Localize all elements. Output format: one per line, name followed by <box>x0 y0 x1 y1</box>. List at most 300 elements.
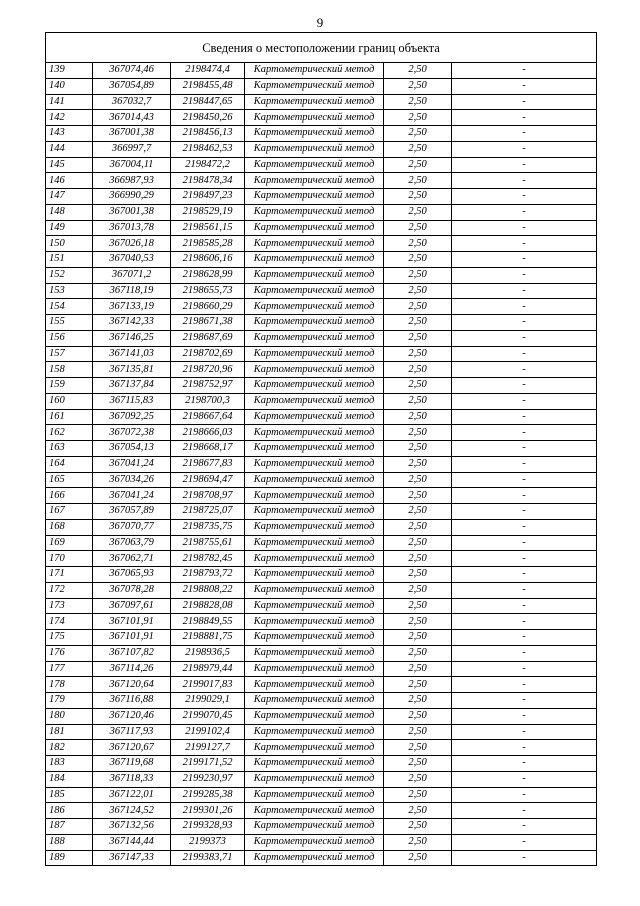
point-number-cell: 189 <box>46 850 93 866</box>
y-coordinate-cell: 2198702,69 <box>171 346 245 362</box>
page-number: 9 <box>316 15 324 30</box>
y-coordinate-cell: 2198700,3 <box>171 393 245 409</box>
point-number-cell: 144 <box>46 141 93 157</box>
description-cell: - <box>452 693 597 709</box>
x-coordinate-cell: 367004,11 <box>93 157 171 173</box>
y-coordinate-cell: 2198694,47 <box>171 472 245 488</box>
x-coordinate-cell: 367142,33 <box>93 315 171 331</box>
table-row <box>46 661 597 677</box>
method-cell: Картометрический метод <box>245 771 384 787</box>
method-cell: Картометрический метод <box>245 724 384 740</box>
description-cell: - <box>452 141 597 157</box>
accuracy-cell: 2,50 <box>384 441 452 457</box>
accuracy-cell: 2,50 <box>384 236 452 252</box>
point-number-cell: 146 <box>46 173 93 189</box>
point-number-cell: 171 <box>46 567 93 583</box>
method-cell: Картометрический метод <box>245 330 384 346</box>
accuracy-cell: 2,50 <box>384 535 452 551</box>
y-coordinate-cell: 2199383,71 <box>171 850 245 866</box>
y-coordinate-cell: 2199171,52 <box>171 756 245 772</box>
y-coordinate-cell: 2198447,65 <box>171 94 245 110</box>
accuracy-cell: 2,50 <box>384 283 452 299</box>
y-coordinate-cell: 2198881,75 <box>171 630 245 646</box>
point-number-cell: 161 <box>46 409 93 425</box>
x-coordinate-cell: 367070,77 <box>93 519 171 535</box>
table-title-row <box>46 33 597 63</box>
y-coordinate-cell: 2198472,2 <box>171 157 245 173</box>
y-coordinate-cell: 2199230,97 <box>171 771 245 787</box>
table-row <box>46 362 597 378</box>
table-row <box>46 551 597 567</box>
table-row <box>46 598 597 614</box>
table-row <box>46 252 597 268</box>
accuracy-cell: 2,50 <box>384 850 452 866</box>
y-coordinate-cell: 2199017,83 <box>171 677 245 693</box>
point-number-cell: 186 <box>46 803 93 819</box>
method-cell: Картометрический метод <box>245 393 384 409</box>
accuracy-cell: 2,50 <box>384 189 452 205</box>
x-coordinate-cell: 367054,13 <box>93 441 171 457</box>
accuracy-cell: 2,50 <box>384 315 452 331</box>
x-coordinate-cell: 367135,81 <box>93 362 171 378</box>
y-coordinate-cell: 2198666,03 <box>171 425 245 441</box>
accuracy-cell: 2,50 <box>384 346 452 362</box>
table-row <box>46 110 597 126</box>
point-number-cell: 169 <box>46 535 93 551</box>
point-number-cell: 147 <box>46 189 93 205</box>
x-coordinate-cell: 367041,24 <box>93 456 171 472</box>
y-coordinate-cell: 2198808,22 <box>171 582 245 598</box>
table-row <box>46 708 597 724</box>
boundary-table <box>45 32 597 866</box>
x-coordinate-cell: 367014,43 <box>93 110 171 126</box>
method-cell: Картометрический метод <box>245 189 384 205</box>
table-row <box>46 850 597 866</box>
accuracy-cell: 2,50 <box>384 677 452 693</box>
point-number-cell: 166 <box>46 488 93 504</box>
accuracy-cell: 2,50 <box>384 126 452 142</box>
y-coordinate-cell: 2198606,16 <box>171 252 245 268</box>
accuracy-cell: 2,50 <box>384 110 452 126</box>
x-coordinate-cell: 367040,53 <box>93 252 171 268</box>
description-cell: - <box>452 252 597 268</box>
x-coordinate-cell: 367107,82 <box>93 645 171 661</box>
y-coordinate-cell: 2198660,29 <box>171 299 245 315</box>
description-cell: - <box>452 393 597 409</box>
x-coordinate-cell: 367013,78 <box>93 220 171 236</box>
description-cell: - <box>452 94 597 110</box>
point-number-cell: 178 <box>46 677 93 693</box>
x-coordinate-cell: 367120,67 <box>93 740 171 756</box>
method-cell: Картометрический метод <box>245 456 384 472</box>
method-cell: Картометрический метод <box>245 598 384 614</box>
point-number-cell: 149 <box>46 220 93 236</box>
table-row <box>46 283 597 299</box>
y-coordinate-cell: 2198677,83 <box>171 456 245 472</box>
y-coordinate-cell: 2198497,23 <box>171 189 245 205</box>
point-number-cell: 165 <box>46 472 93 488</box>
x-coordinate-cell: 367072,38 <box>93 425 171 441</box>
table-row <box>46 126 597 142</box>
table-row <box>46 456 597 472</box>
point-number-cell: 158 <box>46 362 93 378</box>
accuracy-cell: 2,50 <box>384 645 452 661</box>
x-coordinate-cell: 367071,2 <box>93 267 171 283</box>
point-number-cell: 142 <box>46 110 93 126</box>
y-coordinate-cell: 2198450,26 <box>171 110 245 126</box>
accuracy-cell: 2,50 <box>384 157 452 173</box>
description-cell: - <box>452 267 597 283</box>
description-cell: - <box>452 630 597 646</box>
x-coordinate-cell: 367097,61 <box>93 598 171 614</box>
y-coordinate-cell: 2198585,28 <box>171 236 245 252</box>
y-coordinate-cell: 2198455,48 <box>171 78 245 94</box>
method-cell: Картометрический метод <box>245 425 384 441</box>
description-cell: - <box>452 78 597 94</box>
y-coordinate-cell: 2198735,75 <box>171 519 245 535</box>
table-row <box>46 173 597 189</box>
accuracy-cell: 2,50 <box>384 614 452 630</box>
y-coordinate-cell: 2198655,73 <box>171 283 245 299</box>
y-coordinate-cell: 2198628,99 <box>171 267 245 283</box>
x-coordinate-cell: 366987,93 <box>93 173 171 189</box>
point-number-cell: 139 <box>46 63 93 79</box>
y-coordinate-cell: 2199285,38 <box>171 787 245 803</box>
table-row <box>46 693 597 709</box>
description-cell: - <box>452 456 597 472</box>
point-number-cell: 152 <box>46 267 93 283</box>
description-cell: - <box>452 409 597 425</box>
method-cell: Картометрический метод <box>245 630 384 646</box>
y-coordinate-cell: 2198708,97 <box>171 488 245 504</box>
method-cell: Картометрический метод <box>245 141 384 157</box>
description-cell: - <box>452 582 597 598</box>
accuracy-cell: 2,50 <box>384 173 452 189</box>
table-row <box>46 488 597 504</box>
description-cell: - <box>452 740 597 756</box>
method-cell: Картометрический метод <box>245 252 384 268</box>
point-number-cell: 188 <box>46 834 93 850</box>
x-coordinate-cell: 367141,03 <box>93 346 171 362</box>
point-number-cell: 145 <box>46 157 93 173</box>
table-row <box>46 315 597 331</box>
method-cell: Картометрический метод <box>245 267 384 283</box>
description-cell: - <box>452 362 597 378</box>
x-coordinate-cell: 367074,46 <box>93 63 171 79</box>
accuracy-cell: 2,50 <box>384 504 452 520</box>
point-number-cell: 173 <box>46 598 93 614</box>
table-row <box>46 504 597 520</box>
point-number-cell: 150 <box>46 236 93 252</box>
method-cell: Картометрический метод <box>245 220 384 236</box>
method-cell: Картометрический метод <box>245 535 384 551</box>
description-cell: - <box>452 819 597 835</box>
table-row <box>46 78 597 94</box>
accuracy-cell: 2,50 <box>384 724 452 740</box>
table-row <box>46 330 597 346</box>
method-cell: Картометрический метод <box>245 677 384 693</box>
method-cell: Картометрический метод <box>245 110 384 126</box>
description-cell: - <box>452 204 597 220</box>
method-cell: Картометрический метод <box>245 787 384 803</box>
x-coordinate-cell: 367116,88 <box>93 693 171 709</box>
point-number-cell: 170 <box>46 551 93 567</box>
description-cell: - <box>452 63 597 79</box>
method-cell: Картометрический метод <box>245 126 384 142</box>
point-number-cell: 140 <box>46 78 93 94</box>
description-cell: - <box>452 346 597 362</box>
method-cell: Картометрический метод <box>245 740 384 756</box>
description-cell: - <box>452 756 597 772</box>
description-cell: - <box>452 598 597 614</box>
accuracy-cell: 2,50 <box>384 378 452 394</box>
description-cell: - <box>452 645 597 661</box>
y-coordinate-cell: 2198725,07 <box>171 504 245 520</box>
x-coordinate-cell: 367124,52 <box>93 803 171 819</box>
description-cell: - <box>452 173 597 189</box>
description-cell: - <box>452 567 597 583</box>
point-number-cell: 167 <box>46 504 93 520</box>
method-cell: Картометрический метод <box>245 63 384 79</box>
table-row <box>46 267 597 283</box>
point-number-cell: 157 <box>46 346 93 362</box>
table-row <box>46 157 597 173</box>
method-cell: Картометрический метод <box>245 519 384 535</box>
accuracy-cell: 2,50 <box>384 456 452 472</box>
x-coordinate-cell: 367117,93 <box>93 724 171 740</box>
method-cell: Картометрический метод <box>245 850 384 866</box>
description-cell: - <box>452 488 597 504</box>
point-number-cell: 183 <box>46 756 93 772</box>
accuracy-cell: 2,50 <box>384 819 452 835</box>
point-number-cell: 172 <box>46 582 93 598</box>
description-cell: - <box>452 378 597 394</box>
point-number-cell: 156 <box>46 330 93 346</box>
point-number-cell: 176 <box>46 645 93 661</box>
x-coordinate-cell: 367041,24 <box>93 488 171 504</box>
point-number-cell: 180 <box>46 708 93 724</box>
table-row <box>46 645 597 661</box>
y-coordinate-cell: 2198936,5 <box>171 645 245 661</box>
method-cell: Картометрический метод <box>245 645 384 661</box>
accuracy-cell: 2,50 <box>384 693 452 709</box>
table-row <box>46 189 597 205</box>
x-coordinate-cell: 367122,01 <box>93 787 171 803</box>
method-cell: Картометрический метод <box>245 173 384 189</box>
table-row <box>46 425 597 441</box>
x-coordinate-cell: 367132,56 <box>93 819 171 835</box>
description-cell: - <box>452 661 597 677</box>
description-cell: - <box>452 771 597 787</box>
y-coordinate-cell: 2198456,13 <box>171 126 245 142</box>
x-coordinate-cell: 367119,68 <box>93 756 171 772</box>
point-number-cell: 154 <box>46 299 93 315</box>
description-cell: - <box>452 441 597 457</box>
x-coordinate-cell: 367062,71 <box>93 551 171 567</box>
accuracy-cell: 2,50 <box>384 708 452 724</box>
method-cell: Картометрический метод <box>245 283 384 299</box>
method-cell: Картометрический метод <box>245 504 384 520</box>
x-coordinate-cell: 367101,91 <box>93 614 171 630</box>
table-row <box>46 724 597 740</box>
method-cell: Картометрический метод <box>245 94 384 110</box>
point-number-cell: 184 <box>46 771 93 787</box>
description-cell: - <box>452 126 597 142</box>
description-cell: - <box>452 803 597 819</box>
point-number-cell: 163 <box>46 441 93 457</box>
x-coordinate-cell: 367078,28 <box>93 582 171 598</box>
table-row <box>46 535 597 551</box>
method-cell: Картометрический метод <box>245 315 384 331</box>
x-coordinate-cell: 367101,91 <box>93 630 171 646</box>
table-row <box>46 220 597 236</box>
accuracy-cell: 2,50 <box>384 630 452 646</box>
y-coordinate-cell: 2198668,17 <box>171 441 245 457</box>
point-number-cell: 151 <box>46 252 93 268</box>
accuracy-cell: 2,50 <box>384 141 452 157</box>
accuracy-cell: 2,50 <box>384 551 452 567</box>
y-coordinate-cell: 2198671,38 <box>171 315 245 331</box>
y-coordinate-cell: 2199328,93 <box>171 819 245 835</box>
accuracy-cell: 2,50 <box>384 78 452 94</box>
method-cell: Картометрический метод <box>245 708 384 724</box>
y-coordinate-cell: 2198667,64 <box>171 409 245 425</box>
accuracy-cell: 2,50 <box>384 267 452 283</box>
y-coordinate-cell: 2198979,44 <box>171 661 245 677</box>
method-cell: Картометрический метод <box>245 551 384 567</box>
point-number-cell: 174 <box>46 614 93 630</box>
point-number-cell: 143 <box>46 126 93 142</box>
accuracy-cell: 2,50 <box>384 488 452 504</box>
point-number-cell: 177 <box>46 661 93 677</box>
accuracy-cell: 2,50 <box>384 582 452 598</box>
point-number-cell: 159 <box>46 378 93 394</box>
description-cell: - <box>452 220 597 236</box>
y-coordinate-cell: 2198752,97 <box>171 378 245 394</box>
table-row <box>46 787 597 803</box>
y-coordinate-cell: 2198474,4 <box>171 63 245 79</box>
description-cell: - <box>452 850 597 866</box>
accuracy-cell: 2,50 <box>384 409 452 425</box>
table-row <box>46 677 597 693</box>
table-row <box>46 582 597 598</box>
point-number-cell: 141 <box>46 94 93 110</box>
method-cell: Картометрический метод <box>245 803 384 819</box>
point-number-cell: 168 <box>46 519 93 535</box>
x-coordinate-cell: 367120,46 <box>93 708 171 724</box>
method-cell: Картометрический метод <box>245 236 384 252</box>
method-cell: Картометрический метод <box>245 78 384 94</box>
table-row <box>46 614 597 630</box>
table-row <box>46 519 597 535</box>
point-number-cell: 160 <box>46 393 93 409</box>
y-coordinate-cell: 2199029,1 <box>171 693 245 709</box>
accuracy-cell: 2,50 <box>384 598 452 614</box>
x-coordinate-cell: 367034,26 <box>93 472 171 488</box>
method-cell: Картометрический метод <box>245 756 384 772</box>
accuracy-cell: 2,50 <box>384 519 452 535</box>
description-cell: - <box>452 504 597 520</box>
y-coordinate-cell: 2198828,08 <box>171 598 245 614</box>
accuracy-cell: 2,50 <box>384 567 452 583</box>
point-number-cell: 155 <box>46 315 93 331</box>
description-cell: - <box>452 472 597 488</box>
description-cell: - <box>452 425 597 441</box>
accuracy-cell: 2,50 <box>384 803 452 819</box>
accuracy-cell: 2,50 <box>384 472 452 488</box>
accuracy-cell: 2,50 <box>384 756 452 772</box>
x-coordinate-cell: 367054,89 <box>93 78 171 94</box>
x-coordinate-cell: 367118,19 <box>93 283 171 299</box>
accuracy-cell: 2,50 <box>384 771 452 787</box>
table-row <box>46 204 597 220</box>
description-cell: - <box>452 315 597 331</box>
description-cell: - <box>452 614 597 630</box>
description-cell: - <box>452 708 597 724</box>
table-row <box>46 441 597 457</box>
y-coordinate-cell: 2198755,61 <box>171 535 245 551</box>
method-cell: Картометрический метод <box>245 378 384 394</box>
table-row <box>46 299 597 315</box>
point-number-cell: 153 <box>46 283 93 299</box>
accuracy-cell: 2,50 <box>384 425 452 441</box>
y-coordinate-cell: 2198793,72 <box>171 567 245 583</box>
table-row <box>46 567 597 583</box>
point-number-cell: 164 <box>46 456 93 472</box>
x-coordinate-cell: 367120,64 <box>93 677 171 693</box>
x-coordinate-cell: 367118,33 <box>93 771 171 787</box>
x-coordinate-cell: 367057,89 <box>93 504 171 520</box>
description-cell: - <box>452 299 597 315</box>
point-number-cell: 162 <box>46 425 93 441</box>
y-coordinate-cell: 2199373 <box>171 834 245 850</box>
table-row <box>46 819 597 835</box>
description-cell: - <box>452 787 597 803</box>
x-coordinate-cell: 367032,7 <box>93 94 171 110</box>
method-cell: Картометрический метод <box>245 819 384 835</box>
table-row <box>46 236 597 252</box>
table-row <box>46 94 597 110</box>
accuracy-cell: 2,50 <box>384 63 452 79</box>
y-coordinate-cell: 2198462,53 <box>171 141 245 157</box>
table-row <box>46 630 597 646</box>
table-row <box>46 346 597 362</box>
accuracy-cell: 2,50 <box>384 787 452 803</box>
accuracy-cell: 2,50 <box>384 94 452 110</box>
method-cell: Картометрический метод <box>245 204 384 220</box>
y-coordinate-cell: 2199070,45 <box>171 708 245 724</box>
y-coordinate-cell: 2198782,45 <box>171 551 245 567</box>
accuracy-cell: 2,50 <box>384 740 452 756</box>
x-coordinate-cell: 366997,7 <box>93 141 171 157</box>
table-row <box>46 771 597 787</box>
point-number-cell: 182 <box>46 740 93 756</box>
y-coordinate-cell: 2198849,55 <box>171 614 245 630</box>
method-cell: Картометрический метод <box>245 409 384 425</box>
x-coordinate-cell: 367001,38 <box>93 126 171 142</box>
table-row <box>46 409 597 425</box>
y-coordinate-cell: 2198529,19 <box>171 204 245 220</box>
description-cell: - <box>452 551 597 567</box>
accuracy-cell: 2,50 <box>384 220 452 236</box>
method-cell: Картометрический метод <box>245 299 384 315</box>
y-coordinate-cell: 2198720,96 <box>171 362 245 378</box>
description-cell: - <box>452 834 597 850</box>
table-row <box>46 803 597 819</box>
point-number-cell: 148 <box>46 204 93 220</box>
method-cell: Картометрический метод <box>245 441 384 457</box>
x-coordinate-cell: 367147,33 <box>93 850 171 866</box>
